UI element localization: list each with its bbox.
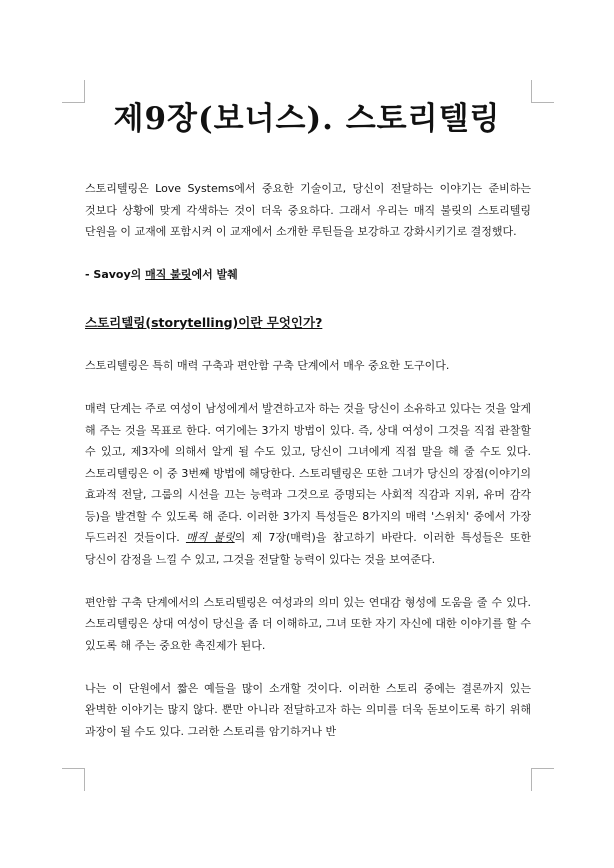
crop-mark-bottom-left (62, 768, 85, 791)
magic-bullet-link[interactable]: 매직 불릿 (185, 531, 235, 544)
attribution-prefix: - Savoy의 (85, 268, 146, 281)
paragraph-1: 스토리텔링은 특히 매력 구축과 편안함 구축 단계에서 매우 중요한 도구이다. (85, 359, 450, 372)
paragraph-2-part2: 의 제 7장(매력)을 참고하기 바란다. 이러한 특성들은 또한 당신이 감정을 느낄 수 있고, 그것을 전달할 능력이 있다는 것을 보여준다. (85, 531, 531, 566)
attribution-suffix: 에서 발췌 (191, 268, 238, 281)
attribution-link[interactable]: 매직 불릿 (145, 268, 192, 281)
crop-mark-bottom-right (531, 768, 554, 791)
intro-paragraph: 스토리텔링은 Love Systems에서 중요한 기술이고, 당신이 전달하는 이야기는 준비하는 것보다 상황에 맞게 각색하는 것이 더욱 중요하다. 그래서 우리는 매직 불릿의 스토리텔링 단원을 이 교재에 포함시켜 이 교재에서 소개한 루틴들을 보강하고 강화시키기로 결정했다. (85, 182, 531, 238)
paragraph-4: 나는 이 단원에서 짧은 예들을 많이 소개할 것이다. 이러한 스토리 중에는 결론까지 있는 완벽한 이야기는 많지 않다. 뿐만 아니라 전달하고자 하는 의미를 더욱 돋보이도록 하기 위해 과장이 될 수도 있다. 그러한 스토리를 암기하거나 반 (85, 681, 531, 738)
page-title: 제9장(보너스). 스토리텔링 (113, 101, 501, 137)
attribution (85, 264, 531, 286)
paragraph-2 (85, 398, 531, 570)
document-body (85, 178, 531, 742)
section-heading: 스토리텔링(storytelling)이란 무엇인가? (85, 314, 323, 330)
paragraph-3: 편안함 구축 단계에서의 스토리텔링은 여성과의 의미 있는 연대감 형성에 도움을 줄 수 있다. 스토리텔링은 상대 여성이 당신을 좀 더 이해하고, 그녀 또한 자기 자신에 대한 이야기를 할 수 있도록 해 주는 중요한 촉진제가 된다. (85, 595, 531, 652)
paragraph-2-part1: 매력 단계는 주로 여성이 남성에게서 발견하고자 하는 것을 당신이 소유하고 있다는 것을 알게 해 주는 것을 목표로 한다. 여기에는 3가지 방법이 있다. 즉, 상대 여성이 그것을 직접 관찰할 수 있고, 제3자에 의해서 알게 될 수도 있고, 당신이 그녀에게 직접 말을 해 줄 수도 있다. 스토리텔링은 이 중 3번째 방법에 해당한다. 스토리텔링은 또한 그녀가 당신의 장점(이야기의 효과적 전달, 그룹의 시선을 끄는 능력과 그것으로 증명되는 사회적 직감과 지위, 유머 감각 등)을 발견할 수 있도록 해 준다. 이러한 3가지 특성들은 8가지의 매력 '스위치' 중에서 가장 두드러진 것들이다. (85, 402, 531, 544)
